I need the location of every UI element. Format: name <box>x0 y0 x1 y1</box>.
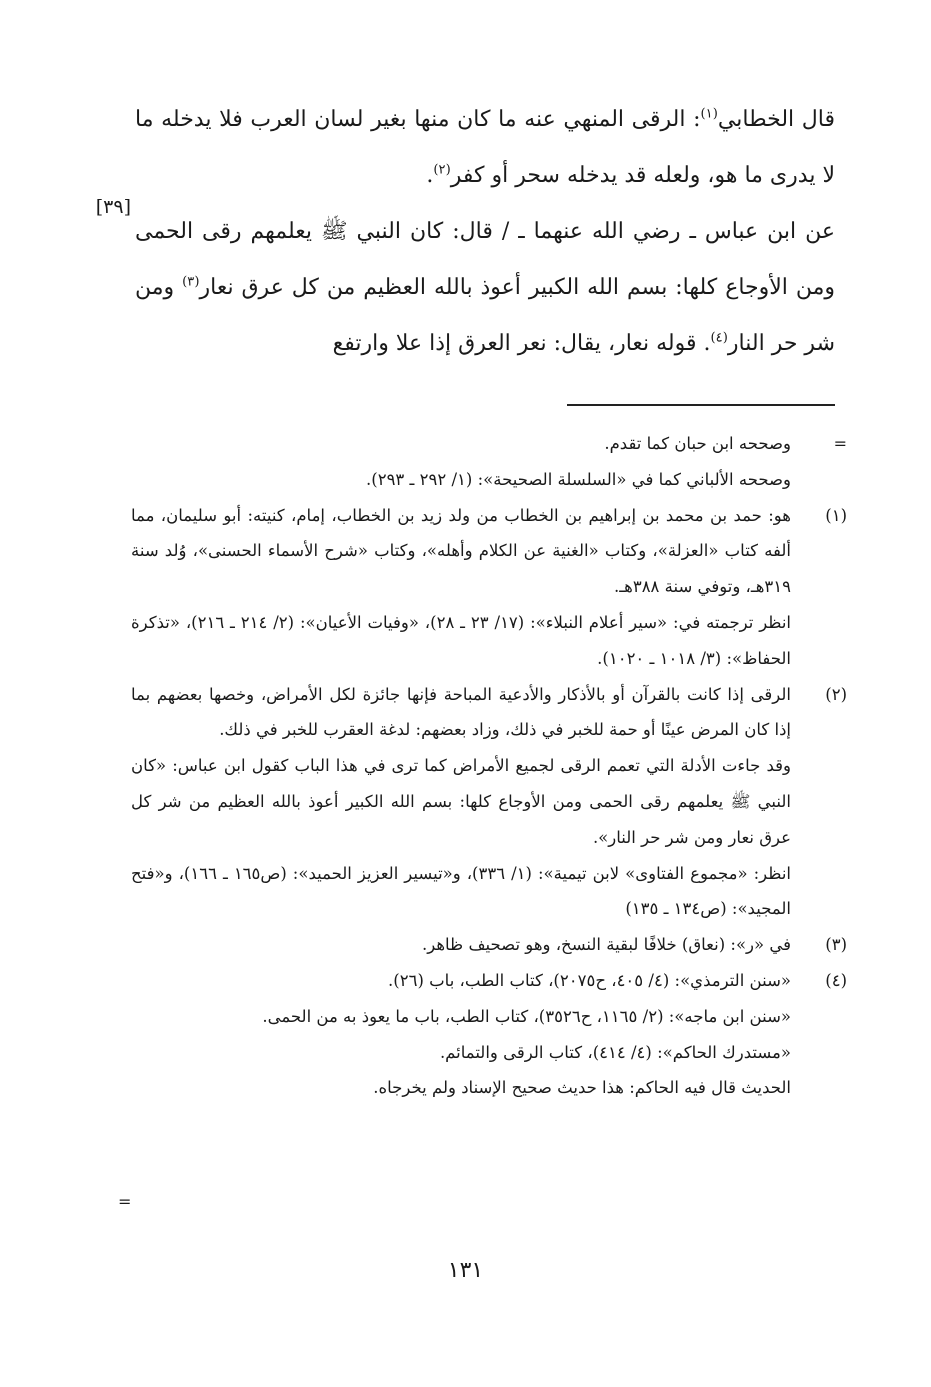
footnote-3 <box>131 927 847 963</box>
footnote-ref-2[interactable]: (٢) <box>433 162 451 178</box>
footnote-line: «مستدرك الحاكم»: (٤/ ٤١٤)، كتاب الرقى والتمائم. <box>439 1042 791 1062</box>
footnote-line: في «ر»: (نعاق) خلافًا لبقية النسخ، وهو تصحيف ظاهر. <box>421 935 791 955</box>
main-text <box>135 92 835 372</box>
text-span: . قوله نعار، يقال: نعر العرق إذا علا وارتفع <box>332 331 711 356</box>
footnote-line: الرقى إذا كانت بالقرآن أو بالأذكار والأدعية المباحة فإنها جائزة لكل الأمراض، وخصها بعضهم بما إذا كان المرض عينًا أو حمة للخبر في ذلك، وزاد بعضهم: لدغة العقرب للخبر في ذلك. <box>131 684 791 740</box>
text-span: عن ابن عباس ـ رضي الله عنهما ـ / قال: كان النبي ﷺ يعلمهم رقى الحمى ومن الأوجاع كلها: بسم الله الكبير أعوذ بالله العظيم من كل عرق نعار <box>135 219 835 300</box>
footnote-line: وصححه ابن حبان كما تقدم. <box>604 434 791 453</box>
footnote-line: هو: حمد بن محمد بن إبراهيم بن الخطاب من ولد زيد بن الخطاب، إمام، كنيته: أبو سليمان، مما ألفه كتاب «العزلة»، وكتاب «الغنية عن الكلام وأهله»، وكتاب «شرح الأسماء الحسنى»، وُلد سنة ٣١٩هـ، وتوفي سنة ٣٨٨هـ. <box>131 505 791 597</box>
footnote-number: (١) <box>825 505 847 525</box>
footnote-1 <box>131 498 847 677</box>
footnote-4 <box>131 963 847 1106</box>
footnote-line: «سنن ابن ماجه»: (٢/ ١١٦٥، ح٣٥٢٦)، كتاب الطب، باب ما يعوذ به من الحمى. <box>262 1006 791 1026</box>
footnote-ref-1[interactable]: (١) <box>700 106 718 122</box>
end-mark: = <box>118 1192 132 1211</box>
text-span: قال الخطابي <box>717 107 835 132</box>
footnotes <box>131 426 847 1106</box>
text-span: : الرقى المنهي عنه ما كان منها بغير لسان العرب فلا يدخله ما لا يدرى ما هو، ولعله قد يدخله سحر أو كفر <box>135 107 835 188</box>
text-span: . <box>426 163 434 188</box>
footnote-line: «سنن الترمذي»: (٤/ ٤٠٥، ح٢٠٧٥)، كتاب الطب، باب (٢٦). <box>388 970 791 990</box>
margin-reference: [٣٩] <box>95 196 131 218</box>
footnote-line: وقد جاءت الأدلة التي تعمم الرقى لجميع الأمراض كما ترى في هذا الباب كقول ابن عباس: «كان النبي ﷺ يعلمهم رقى الحمى ومن الأوجاع كلها: بسم الله الكبير أعوذ بالله العظيم من شر كل عرق نعار ومن شر حر النار». <box>131 756 791 847</box>
main-paragraph-1 <box>135 92 835 204</box>
text-span: ومن شر حر النار <box>135 275 835 356</box>
footnote-line: انظر ترجمته في: «سير أعلام النبلاء»: (١٧/ ٢٣ ـ ٢٨)، «وفيات الأعيان»: (٢/ ٢١٤ ـ ٢١٦)، «تذكرة الحفاظ»: (٣/ ١٠١٨ ـ ١٠٢٠). <box>131 612 792 668</box>
footnote-line: انظر: «مجموع الفتاوى» لابن تيمية»: (١/ ٣٣٦)، و«تيسير العزيز الحميد»: (ص١٦٥ ـ ١٦٦)، و«فتح المجيد»: (ص١٣٤ ـ ١٣٥) <box>131 863 791 919</box>
footnote-ref-3[interactable]: (٣) <box>182 274 200 290</box>
footnote-number: (٣) <box>825 935 847 955</box>
footnote-number: (٤) <box>825 970 847 990</box>
page-number: ١٣١ <box>447 1258 484 1283</box>
footnote-2 <box>131 677 847 928</box>
footnote-continuation <box>131 426 847 498</box>
footnote-line: الحديث قال فيه الحاكم: هذا حديث صحيح الإسناد ولم يخرجاه. <box>373 1078 791 1098</box>
continuation-mark: = <box>833 434 847 453</box>
footnote-ref-4[interactable]: (٤) <box>710 330 728 346</box>
main-paragraph-2 <box>135 204 835 372</box>
footnote-line: وصححه الألباني كما في «السلسلة الصحيحة»: (١/ ٢٩٢ ـ ٢٩٣). <box>366 469 791 489</box>
footnote-separator <box>567 404 835 406</box>
footnote-number: (٢) <box>825 684 847 704</box>
